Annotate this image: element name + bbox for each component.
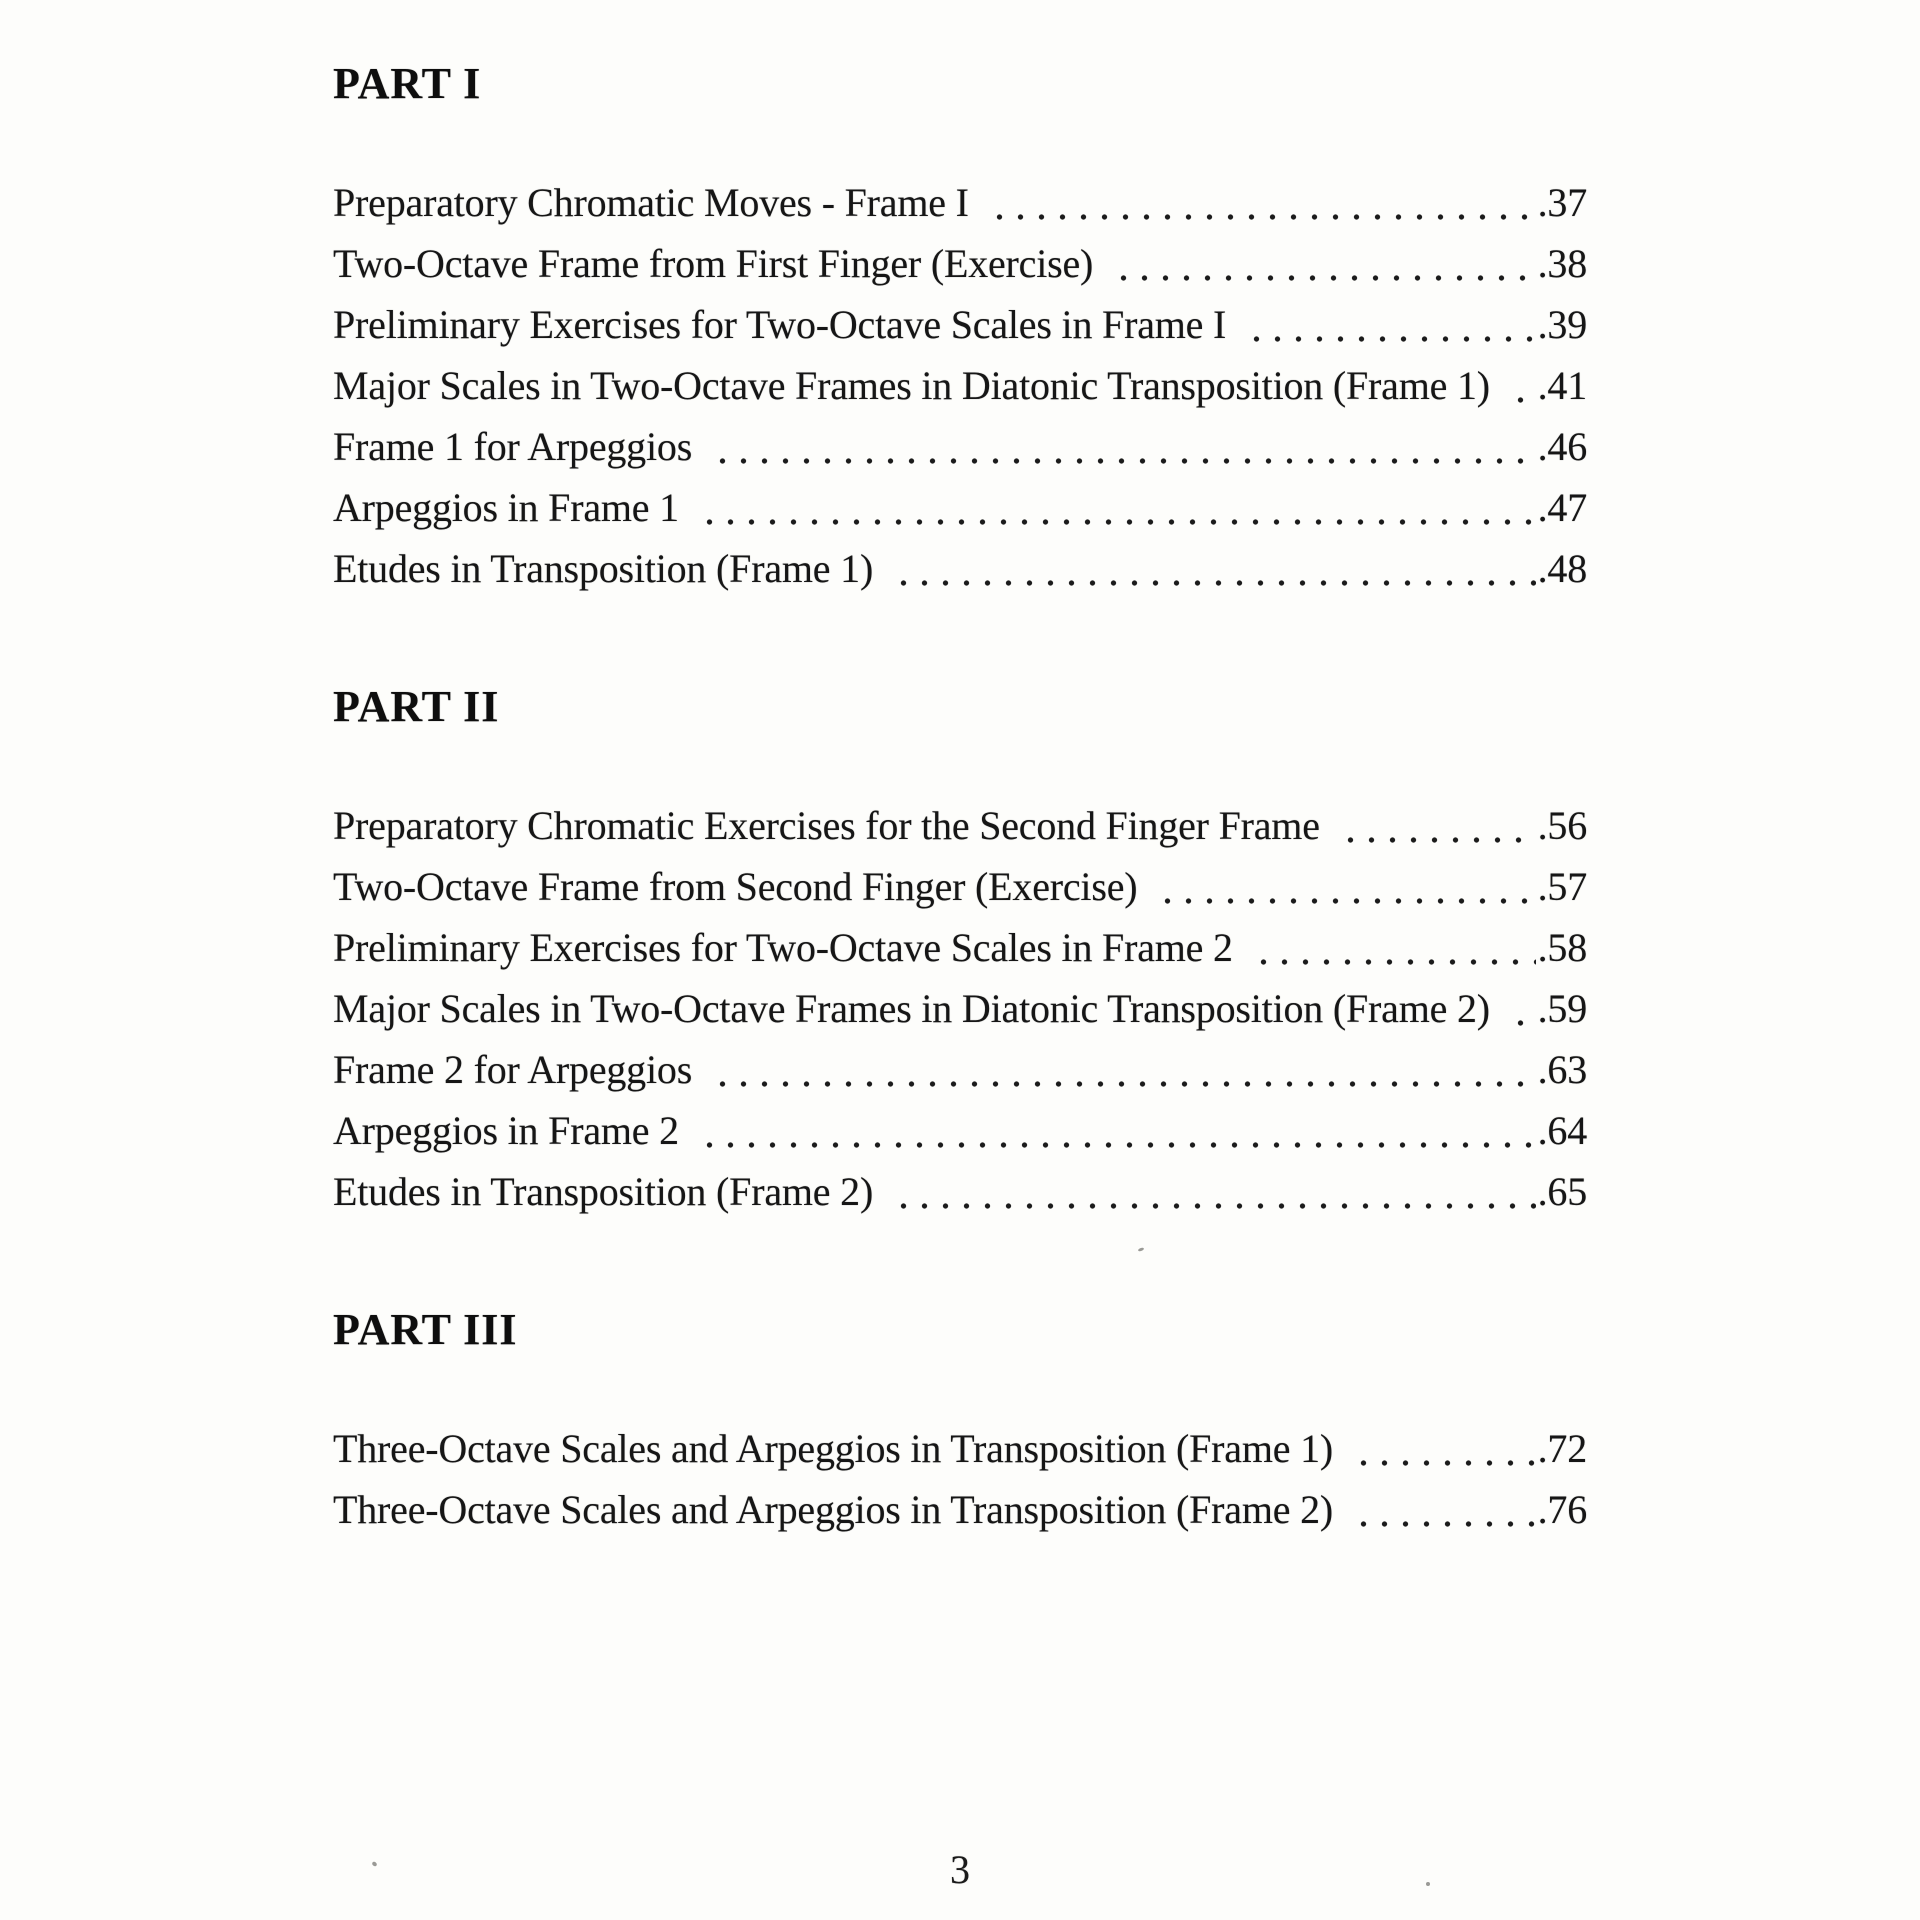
toc-entry-title: Preparatory Chromatic Exercises for the Second Finger Frame: [333, 803, 1320, 848]
dot-leader: [1151, 856, 1535, 917]
toc-entry-title: Arpeggios in Frame 1: [333, 485, 679, 530]
toc-entry-page: .38: [1537, 241, 1587, 286]
toc-entry: [333, 538, 1587, 599]
toc-entry: [333, 856, 1587, 917]
toc-entry: [333, 1161, 1587, 1222]
toc-section: [333, 681, 1587, 1222]
toc-entry-page: .57: [1537, 864, 1587, 909]
toc-entry-page: .59: [1537, 986, 1587, 1031]
dot-leader: [887, 1161, 1536, 1222]
toc-entry: [333, 416, 1587, 477]
dot-leader: [1240, 294, 1535, 355]
part-heading: PART III: [333, 1305, 518, 1354]
toc-entry-page: .63: [1537, 1047, 1587, 1092]
toc-entry-title: Etudes in Transposition (Frame 1): [333, 546, 874, 591]
dot-leader: [693, 477, 1536, 538]
toc-entry: [333, 1100, 1587, 1161]
toc-entry-page: .56: [1537, 803, 1587, 848]
toc-section: [333, 58, 1587, 599]
toc-entry-title: Preliminary Exercises for Two-Octave Scales in Frame 2: [333, 925, 1233, 970]
dot-leader: [983, 172, 1536, 233]
toc-entry-title: Preliminary Exercises for Two-Octave Scales in Frame I: [333, 302, 1227, 347]
dot-leader: [1504, 355, 1536, 416]
toc-entry-title: Three-Octave Scales and Arpeggios in Transposition (Frame 2): [333, 1487, 1334, 1532]
toc-entry: [333, 1039, 1587, 1100]
toc-entry-title: Two-Octave Frame from First Finger (Exercise): [333, 241, 1094, 286]
scan-speck: [1426, 1882, 1430, 1886]
dot-leader: [706, 1039, 1536, 1100]
toc-entry-page: .76: [1537, 1487, 1587, 1532]
toc-list: [333, 1418, 1587, 1540]
toc-list: [333, 795, 1587, 1222]
toc-entry: [333, 172, 1587, 233]
toc-entry-title: Two-Octave Frame from Second Finger (Exercise): [333, 864, 1138, 909]
toc-entry-title: Frame 2 for Arpeggios: [333, 1047, 693, 1092]
footer-page-number: 3: [950, 1847, 970, 1892]
dot-leader: [1347, 1479, 1536, 1540]
part-heading: PART II: [333, 682, 500, 731]
toc-entry-title: Major Scales in Two-Octave Frames in Diatonic Transposition (Frame 2): [333, 986, 1490, 1031]
toc-entry-page: .39: [1537, 302, 1587, 347]
toc-entry: [333, 1418, 1587, 1479]
dot-leader: [1334, 795, 1536, 856]
toc-entry-title: Preparatory Chromatic Moves - Frame I: [333, 180, 969, 225]
toc-entry-page: .72: [1537, 1426, 1587, 1471]
toc-content: [333, 58, 1587, 1540]
toc-entry: [333, 978, 1587, 1039]
dot-leader: [693, 1100, 1536, 1161]
toc-entry: [333, 917, 1587, 978]
toc-entry-page: .46: [1537, 424, 1587, 469]
toc-entry-title: Major Scales in Two-Octave Frames in Diatonic Transposition (Frame 1): [333, 363, 1490, 408]
toc-entry: [333, 795, 1587, 856]
dot-leader: [1504, 978, 1536, 1039]
toc-entry-page: .65: [1537, 1169, 1587, 1214]
toc-entry: [333, 477, 1587, 538]
toc-entry-title: Etudes in Transposition (Frame 2): [333, 1169, 874, 1214]
toc-entry-page: .64: [1537, 1108, 1587, 1153]
toc-entry-title: Three-Octave Scales and Arpeggios in Transposition (Frame 1): [333, 1426, 1334, 1471]
toc-entry: [333, 233, 1587, 294]
toc-entry-page: .41: [1537, 363, 1587, 408]
toc-entry-title: Arpeggios in Frame 2: [333, 1108, 679, 1153]
dot-leader: [887, 538, 1536, 599]
toc-entry: [333, 355, 1587, 416]
toc-entry-page: .37: [1537, 180, 1587, 225]
dot-leader: [706, 416, 1536, 477]
toc-entry-page: .47: [1537, 485, 1587, 530]
toc-list: [333, 172, 1587, 599]
toc-entry: [333, 294, 1587, 355]
toc-entry-page: .48: [1537, 546, 1587, 591]
dot-leader: [1347, 1418, 1536, 1479]
dot-leader: [1107, 233, 1535, 294]
toc-entry: [333, 1479, 1587, 1540]
dot-leader: [1247, 917, 1536, 978]
toc-section: [333, 1304, 1587, 1540]
part-heading: PART I: [333, 59, 482, 108]
toc-entry-title: Frame 1 for Arpeggios: [333, 424, 693, 469]
toc-entry-page: .58: [1537, 925, 1587, 970]
